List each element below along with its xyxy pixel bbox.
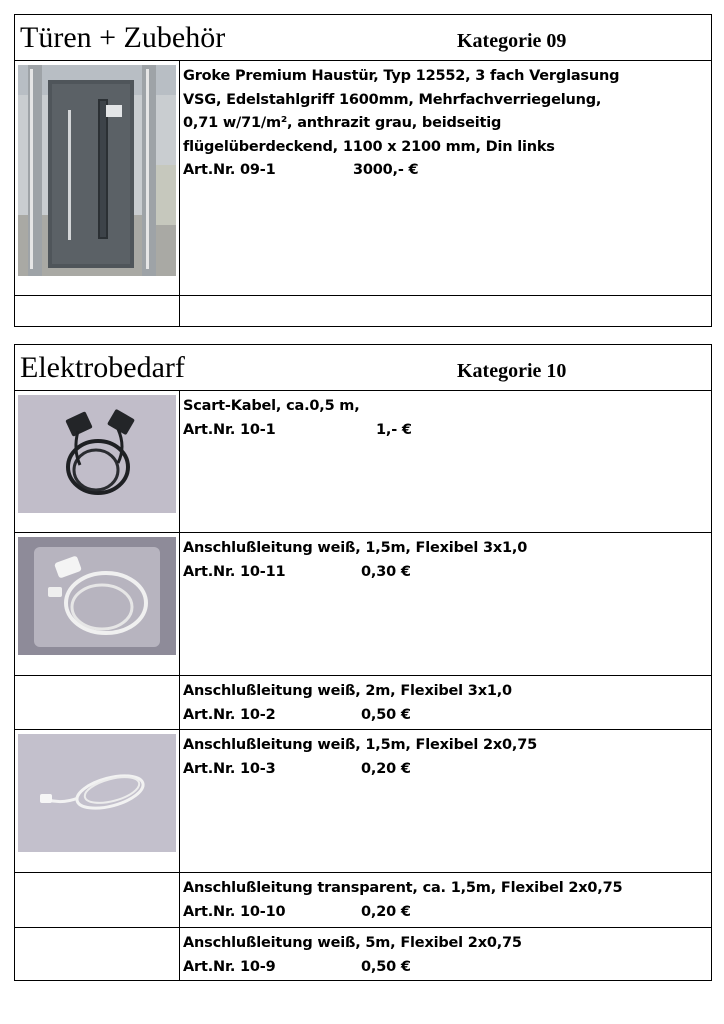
product-image-cell <box>15 873 180 927</box>
article-number: Art.Nr. 10-11 <box>183 563 286 580</box>
product-description: Anschlußleitung weiß, 2m, Flexibel 3x1,0 <box>183 683 512 699</box>
article-line <box>183 159 711 183</box>
white-cable-photo <box>18 537 176 655</box>
article-number: Art.Nr. 10-1 <box>183 421 276 438</box>
product-row <box>15 676 711 730</box>
product-row <box>15 533 711 676</box>
product-image-cell <box>15 391 180 532</box>
product-text-cell <box>180 676 711 729</box>
price: 3000,- € <box>353 162 419 178</box>
product-description-line: 0,71 w/71/m², anthrazit grau, beidseitig <box>183 115 502 131</box>
product-row <box>15 928 711 981</box>
section-header <box>15 345 711 391</box>
article-line <box>183 419 711 443</box>
product-text-cell <box>180 928 711 981</box>
product-row <box>15 391 711 533</box>
product-description: Scart-Kabel, ca.0,5 m, <box>183 398 360 414</box>
section-tueren <box>14 14 712 327</box>
section-category: Kategorie 09 <box>457 30 567 52</box>
empty-cell <box>15 296 180 326</box>
product-text-cell <box>180 730 711 872</box>
product-description: Anschlußleitung transparent, ca. 1,5m, Flexibel 2x0,75 <box>183 880 623 896</box>
section-title: Elektrobedarf <box>20 351 185 384</box>
product-text-cell <box>180 391 711 532</box>
price: 0,30 € <box>361 563 411 580</box>
section-header <box>15 15 711 61</box>
scart-cable-photo <box>18 395 176 513</box>
section-category: Kategorie 10 <box>457 360 567 382</box>
product-image-cell <box>15 676 180 729</box>
article-line <box>183 704 711 728</box>
price: 0,50 € <box>361 706 411 723</box>
article-number: Art.Nr. 10-9 <box>183 958 276 975</box>
article-number: Art.Nr. 10-10 <box>183 903 286 920</box>
article-number: Art.Nr. 10-3 <box>183 760 276 777</box>
price: 1,- € <box>376 421 412 438</box>
empty-row <box>15 296 711 326</box>
price: 0,50 € <box>361 958 411 975</box>
article-line <box>183 561 711 585</box>
product-description: Anschlußleitung weiß, 1,5m, Flexibel 2x0,75 <box>183 737 538 753</box>
article-line <box>183 956 711 980</box>
product-image-cell <box>15 61 180 295</box>
product-row <box>15 873 711 928</box>
product-row <box>15 61 711 296</box>
product-image-cell <box>15 928 180 981</box>
product-text-cell <box>180 873 711 927</box>
article-line <box>183 758 711 782</box>
price: 0,20 € <box>361 903 411 920</box>
section-elektrobedarf <box>14 344 712 981</box>
product-description-line: flügelüberdeckend, 1100 x 2100 mm, Din links <box>183 138 555 155</box>
product-description-line: VSG, Edelstahlgriff 1600mm, Mehrfachverriegelung, <box>183 91 602 108</box>
door-photo <box>18 65 176 276</box>
section-title: Türen + Zubehör <box>20 21 226 54</box>
product-image-cell <box>15 730 180 872</box>
article-line <box>183 901 711 925</box>
product-row <box>15 730 711 873</box>
product-image-cell <box>15 533 180 675</box>
price: 0,20 € <box>361 760 411 777</box>
product-description: Anschlußleitung weiß, 1,5m, Flexibel 3x1,0 <box>183 540 528 556</box>
article-number: Art.Nr. 09-1 <box>183 162 276 178</box>
article-number: Art.Nr. 10-2 <box>183 706 276 723</box>
product-text-cell <box>180 61 711 295</box>
product-description-line: Groke Premium Haustür, Typ 12552, 3 fach Verglasung <box>183 68 620 84</box>
thin-cable-photo <box>18 734 176 852</box>
product-description: Anschlußleitung weiß, 5m, Flexibel 2x0,75 <box>183 935 522 951</box>
product-text-cell <box>180 533 711 675</box>
empty-cell <box>180 296 711 326</box>
